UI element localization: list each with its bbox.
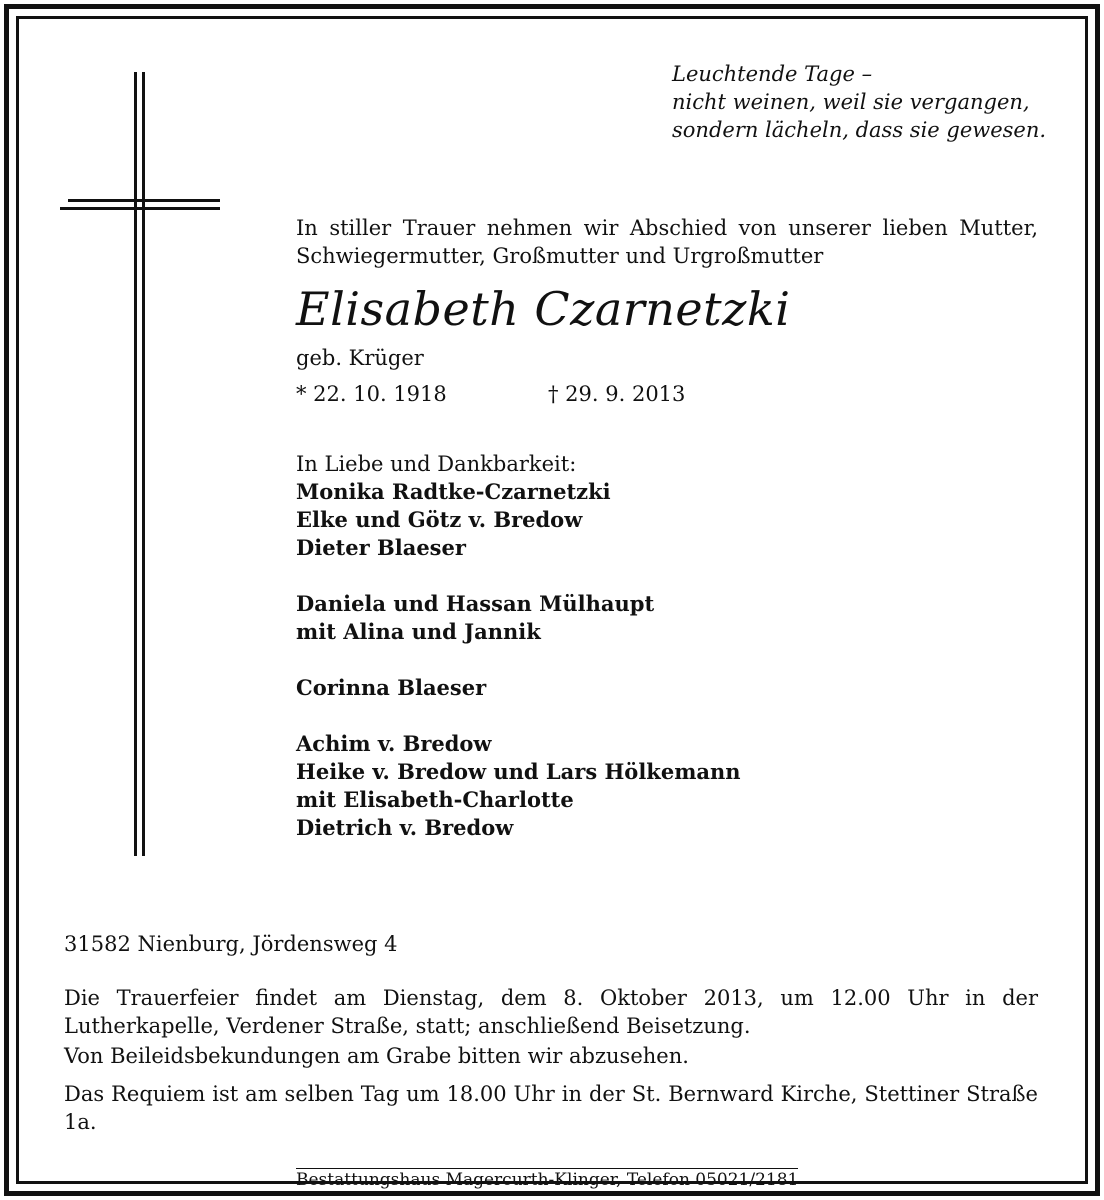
poem-line: Leuchtende Tage – [672,62,873,86]
mourner-name: Elke und Götz v. Bredow [296,507,583,532]
mourner-name: Achim v. Bredow [296,731,492,756]
poem-line: sondern lächeln, dass sie gewesen. [672,118,1047,142]
mourner-name: Daniela und Hassan Mülhaupt [296,591,655,616]
mourner-name: Dietrich v. Bredow [296,815,514,840]
mourners-lead: In Liebe und Dankbarkeit: [296,452,577,476]
cross-horizontal-bar [60,207,220,210]
deceased-name: Elisabeth Czarnetzki [296,282,791,336]
requiem-notice: Das Requiem ist am selben Tag um 18.00 Uhr in der St. Bernward Kirche, Stettiner Straße 1a. [64,1082,1038,1134]
poem [672,60,1072,144]
birth-date: * 22. 10. 1918 [296,382,447,406]
intro-line: Schwiegermutter, Großmutter und Urgroßmutter [296,244,824,268]
mourners-list [296,450,741,842]
mourner-name: Corinna Blaeser [296,675,487,700]
mourner-name: Dieter Blaeser [296,535,466,560]
condolence-notice: Von Beileidsbekundungen am Grabe bitten wir abzusehen. [64,1044,689,1068]
mourner-name: Monika Radtke-Czarnetzki [296,479,611,504]
intro-line: In stiller Trauer nehmen wir Abschied von unserer lieben Mutter, [296,216,1038,240]
cross-horizontal-bar [68,199,220,202]
birth-name: geb. Krüger [296,346,424,370]
funeral-notice: Die Trauerfeier findet am Dienstag, dem 8. Oktober 2013, um 12.00 Uhr in der Lutherkapelle, Verdener Straße, statt; anschließend Beisetzung. [64,986,1038,1038]
mourner-name: mit Elisabeth-Charlotte [296,787,574,812]
death-date: † 29. 9. 2013 [548,382,686,406]
mourning-address: 31582 Nienburg, Jördensweg 4 [64,932,398,956]
mourner-name: mit Alina und Jannik [296,619,541,644]
poem-line: nicht weinen, weil sie vergangen, [672,90,1030,114]
funeral-home-footer: Bestattungshaus Magercurth-Klinger, Telefon 05021/2181 [296,1170,799,1190]
cross-vertical-bar [142,72,145,856]
mourner-name: Heike v. Bredow und Lars Hölkemann [296,759,741,784]
cross-vertical-bar [134,72,137,856]
intro-text [296,214,1038,270]
